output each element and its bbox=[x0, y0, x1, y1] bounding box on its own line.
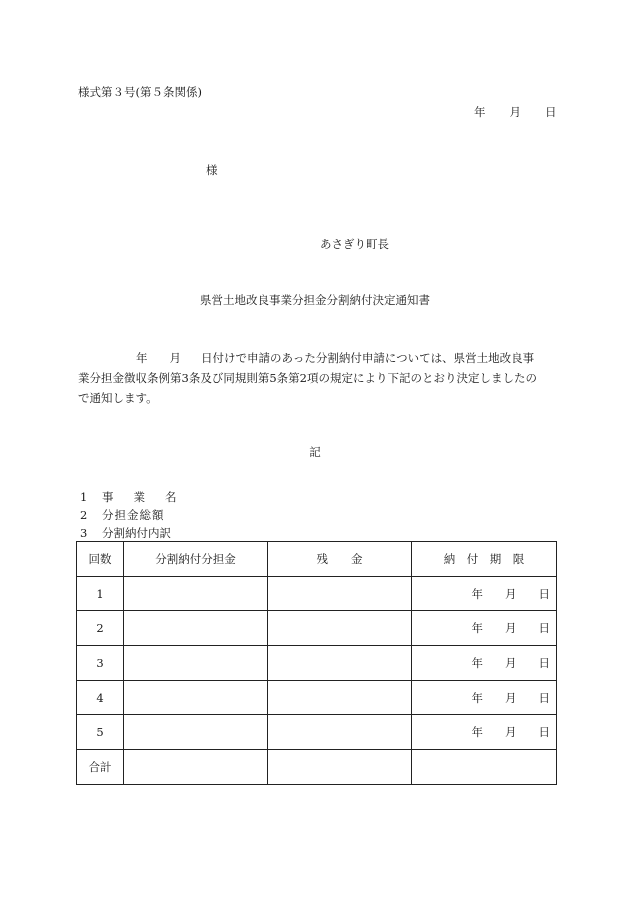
table-total-row bbox=[77, 750, 557, 785]
total-due-cell[interactable] bbox=[412, 750, 557, 785]
item-label: 分担金総額 bbox=[102, 508, 165, 522]
date-day: 日 bbox=[545, 105, 557, 119]
ki-heading: 記 bbox=[309, 445, 321, 459]
item-total-contribution bbox=[80, 507, 165, 523]
row-number: 1 bbox=[77, 576, 124, 611]
installment-amount-cell[interactable] bbox=[124, 715, 268, 750]
item-label: 事 業 名 bbox=[102, 490, 177, 504]
installment-table bbox=[76, 541, 557, 785]
date-year: 年 bbox=[474, 105, 486, 119]
date-month: 月 bbox=[509, 105, 521, 119]
item-number: 1 bbox=[80, 490, 88, 504]
header-due-date: 納 付 期 限 bbox=[412, 542, 557, 577]
item-project-name bbox=[80, 489, 177, 505]
item-label: 分割納付内訳 bbox=[102, 526, 171, 540]
table-row bbox=[77, 576, 557, 611]
body-line-1-text: 日付けで申請のあった分割納付申請については、県営土地改良事 bbox=[201, 351, 535, 365]
total-label: 合計 bbox=[77, 750, 124, 785]
due-date-cell[interactable]: 年 月 日 bbox=[412, 680, 557, 715]
recipient-honorific: 様 bbox=[206, 163, 218, 177]
body-year: 年 bbox=[136, 351, 148, 365]
installment-amount-cell[interactable] bbox=[124, 680, 268, 715]
balance-cell[interactable] bbox=[268, 715, 412, 750]
document-title: 県営土地改良事業分担金分割納付決定通知書 bbox=[200, 293, 430, 307]
item-number: 3 bbox=[80, 526, 88, 540]
body-line-1 bbox=[78, 348, 558, 368]
installment-amount-cell[interactable] bbox=[124, 646, 268, 681]
balance-cell[interactable] bbox=[268, 576, 412, 611]
balance-cell[interactable] bbox=[268, 611, 412, 646]
table-header-row bbox=[77, 542, 557, 577]
due-date-cell[interactable]: 年 月 日 bbox=[412, 715, 557, 750]
table-row bbox=[77, 611, 557, 646]
due-date-cell[interactable]: 年 月 日 bbox=[412, 611, 557, 646]
table-row bbox=[77, 646, 557, 681]
body-paragraph bbox=[78, 348, 558, 408]
total-installment-cell[interactable] bbox=[124, 750, 268, 785]
document-date bbox=[474, 104, 557, 120]
body-line-2: 業分担金徴収条例第3条及び同規則第5条第2項の規定により下記のとおり決定しましたの bbox=[78, 371, 537, 385]
issuer-name: あさぎり町長 bbox=[320, 237, 389, 251]
row-number: 5 bbox=[77, 715, 124, 750]
header-count: 回数 bbox=[77, 542, 124, 577]
due-date-cell[interactable]: 年 月 日 bbox=[412, 576, 557, 611]
table-row bbox=[77, 680, 557, 715]
row-number: 3 bbox=[77, 646, 124, 681]
due-date-cell[interactable]: 年 月 日 bbox=[412, 646, 557, 681]
body-month: 月 bbox=[169, 351, 181, 365]
installment-amount-cell[interactable] bbox=[124, 611, 268, 646]
table-row bbox=[77, 715, 557, 750]
body-line-3: で通知します。 bbox=[78, 391, 158, 405]
installment-amount-cell[interactable] bbox=[124, 576, 268, 611]
header-balance: 残 金 bbox=[268, 542, 412, 577]
total-balance-cell[interactable] bbox=[268, 750, 412, 785]
balance-cell[interactable] bbox=[268, 680, 412, 715]
form-number: 様式第３号(第５条関係) bbox=[78, 85, 202, 99]
balance-cell[interactable] bbox=[268, 646, 412, 681]
row-number: 2 bbox=[77, 611, 124, 646]
header-installment-amount: 分割納付分担金 bbox=[124, 542, 268, 577]
item-installment-breakdown bbox=[80, 525, 171, 541]
row-number: 4 bbox=[77, 680, 124, 715]
item-number: 2 bbox=[80, 508, 88, 522]
